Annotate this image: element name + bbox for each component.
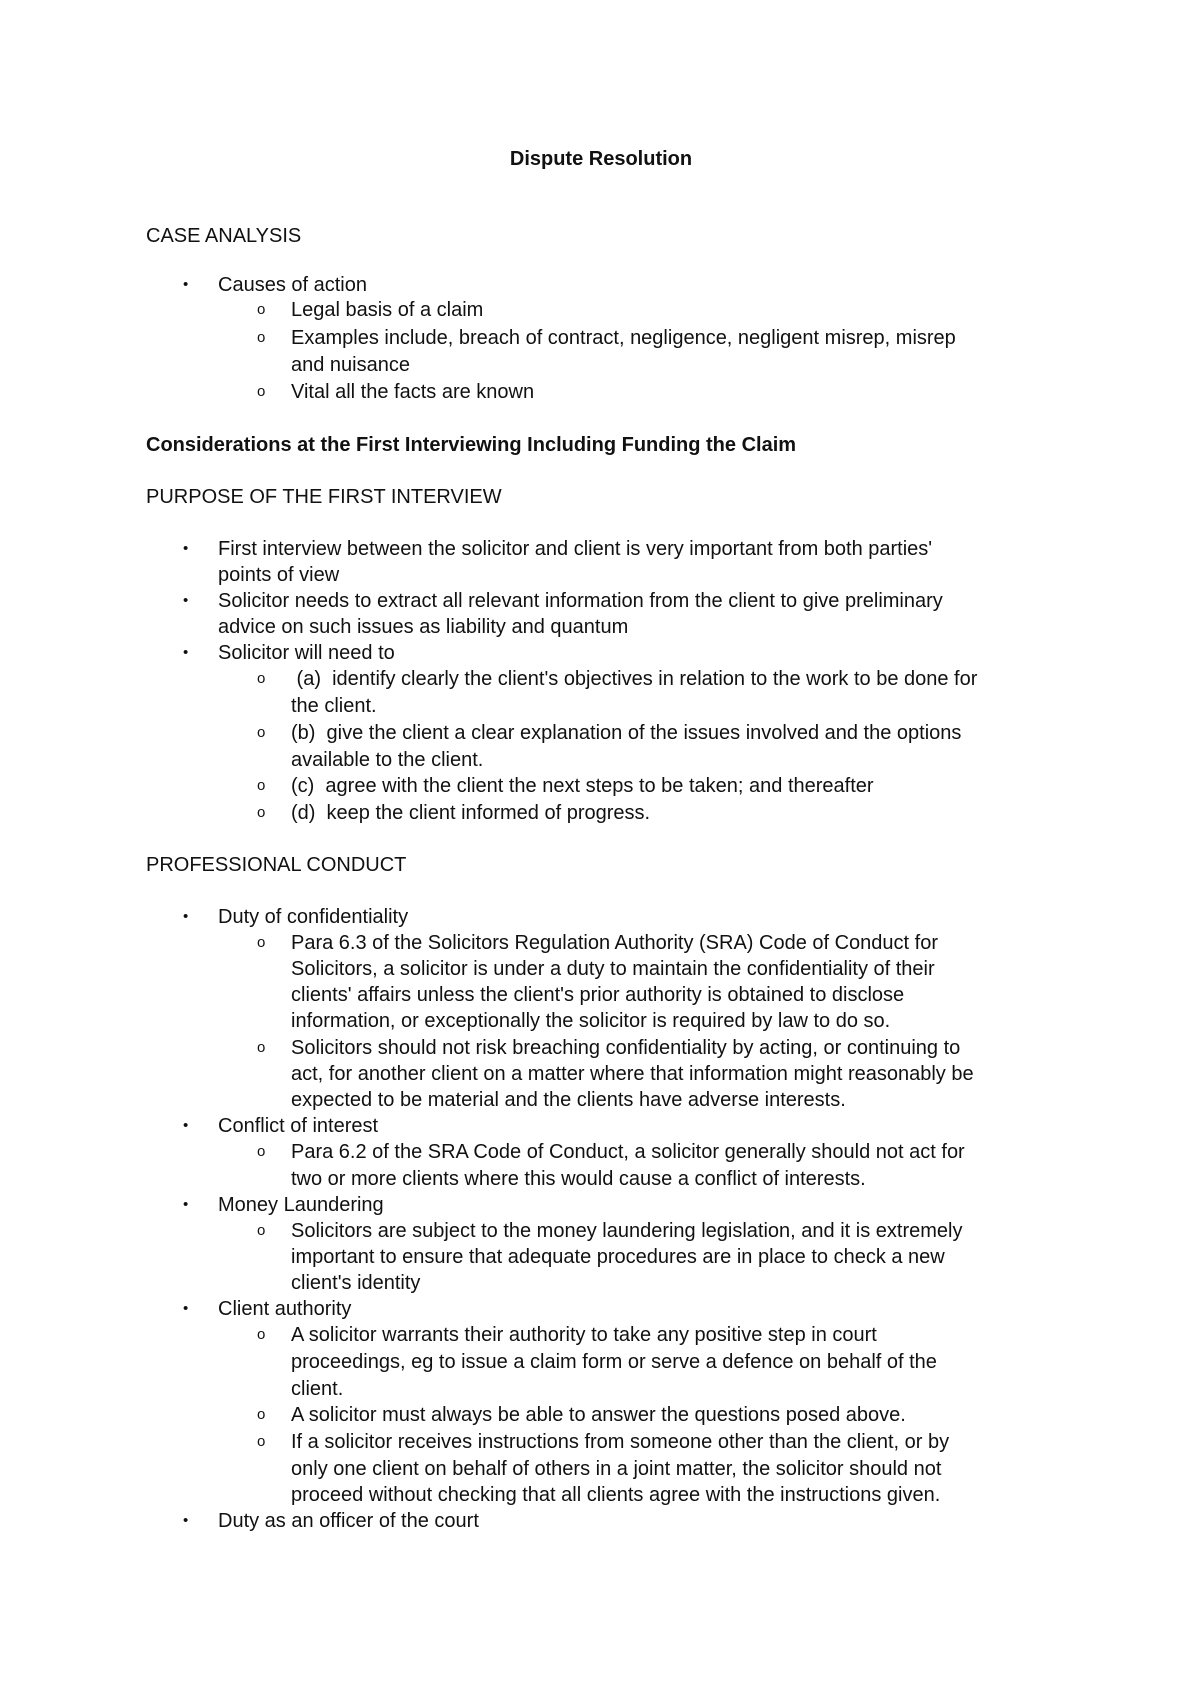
list-item: Client authority <box>218 1298 352 1320</box>
page-title: Dispute Resolution <box>509 148 693 170</box>
sub-list-item: Legal basis of a claim <box>291 299 484 321</box>
sub-list-item: A solicitor must always be able to answer the questions posed above. <box>291 1404 906 1426</box>
section-heading-considerations: Considerations at the First Interviewing Including Funding the Claim <box>146 434 797 456</box>
bullet-marker: • <box>183 592 189 609</box>
section-heading-purpose: PURPOSE OF THE FIRST INTERVIEW <box>146 486 502 508</box>
sub-bullet-marker: o <box>257 934 266 951</box>
sub-bullet-marker: o <box>257 1039 266 1056</box>
bullet-marker: • <box>183 1512 189 1529</box>
sub-bullet-marker: o <box>257 301 266 318</box>
bullet-marker: • <box>183 1300 189 1317</box>
sub-list-item: Solicitors are subject to the money laundering legislation, and it is extremely <box>291 1220 963 1242</box>
sub-list-item-continuation: client's identity <box>291 1272 421 1294</box>
sub-list-item: Para 6.3 of the Solicitors Regulation Authority (SRA) Code of Conduct for <box>291 932 939 954</box>
sub-bullet-marker: o <box>257 1326 266 1343</box>
sub-bullet-marker: o <box>257 777 266 794</box>
sub-list-item-continuation: the client. <box>291 695 377 717</box>
sub-list-item: (d) keep the client informed of progress. <box>291 802 651 824</box>
sub-list-item: Examples include, breach of contract, negligence, negligent misrep, misrep <box>291 327 956 349</box>
list-item: Money Laundering <box>218 1194 384 1216</box>
sub-list-item-continuation: proceedings, eg to issue a claim form or serve a defence on behalf of the <box>291 1351 937 1373</box>
sub-bullet-marker: o <box>257 724 266 741</box>
sub-list-item: If a solicitor receives instructions from someone other than the client, or by <box>291 1431 950 1453</box>
sub-list-item-continuation: Solicitors, a solicitor is under a duty to maintain the confidentiality of their <box>291 958 935 980</box>
bullet-marker: • <box>183 540 189 557</box>
sub-list-item-continuation: proceed without checking that all clients agree with the instructions given. <box>291 1484 941 1506</box>
section-heading-case-analysis: CASE ANALYSIS <box>146 225 302 247</box>
list-item-continuation: advice on such issues as liability and quantum <box>218 616 629 638</box>
sub-list-item: Para 6.2 of the SRA Code of Conduct, a solicitor generally should not act for <box>291 1141 965 1163</box>
sub-list-item-continuation: client. <box>291 1378 344 1400</box>
sub-list-item: Solicitors should not risk breaching confidentiality by acting, or continuing to <box>291 1037 961 1059</box>
sub-list-item-continuation: important to ensure that adequate procedures are in place to check a new <box>291 1246 945 1268</box>
list-item: Solicitor will need to <box>218 642 395 664</box>
list-item: Duty of confidentiality <box>218 906 409 928</box>
sub-bullet-marker: o <box>257 1433 266 1450</box>
sub-bullet-marker: o <box>257 329 266 346</box>
bullet-marker: • <box>183 1117 189 1134</box>
sub-bullet-marker: o <box>257 383 266 400</box>
section-heading-professional-conduct: PROFESSIONAL CONDUCT <box>146 854 407 876</box>
sub-bullet-marker: o <box>257 1222 266 1239</box>
sub-list-item-continuation: and nuisance <box>291 354 410 376</box>
bullet-marker: • <box>183 1196 189 1213</box>
bullet-marker: • <box>183 908 189 925</box>
bullet-marker: • <box>183 644 189 661</box>
list-item: First interview between the solicitor and client is very important from both parties' <box>218 538 933 560</box>
list-item-continuation: points of view <box>218 564 340 586</box>
sub-list-item-continuation: only one client on behalf of others in a joint matter, the solicitor should not <box>291 1458 942 1480</box>
bullet-marker: • <box>183 276 189 293</box>
sub-list-item: (c) agree with the client the next steps to be taken; and thereafter <box>291 775 874 797</box>
sub-list-item-continuation: act, for another client on a matter where that information might reasonably be <box>291 1063 974 1085</box>
sub-bullet-marker: o <box>257 1406 266 1423</box>
sub-list-item: A solicitor warrants their authority to take any positive step in court <box>291 1324 877 1346</box>
sub-bullet-marker: o <box>257 804 266 821</box>
list-item: Duty as an officer of the court <box>218 1510 479 1532</box>
sub-bullet-marker: o <box>257 670 266 687</box>
sub-list-item: (a) identify clearly the client's objectives in relation to the work to be done for <box>291 668 978 690</box>
sub-list-item-continuation: expected to be material and the clients have adverse interests. <box>291 1089 846 1111</box>
list-item: Solicitor needs to extract all relevant information from the client to give preliminary <box>218 590 943 612</box>
sub-list-item-continuation: two or more clients where this would cause a conflict of interests. <box>291 1168 866 1190</box>
sub-bullet-marker: o <box>257 1143 266 1160</box>
list-item: Causes of action <box>218 274 367 296</box>
sub-list-item-continuation: clients' affairs unless the client's prior authority is obtained to disclose <box>291 984 905 1006</box>
list-item: Conflict of interest <box>218 1115 379 1137</box>
sub-list-item-continuation: information, or exceptionally the solicitor is required by law to do so. <box>291 1010 891 1032</box>
sub-list-item: (b) give the client a clear explanation of the issues involved and the options <box>291 722 962 744</box>
sub-list-item: Vital all the facts are known <box>291 381 535 403</box>
sub-list-item-continuation: available to the client. <box>291 749 484 771</box>
